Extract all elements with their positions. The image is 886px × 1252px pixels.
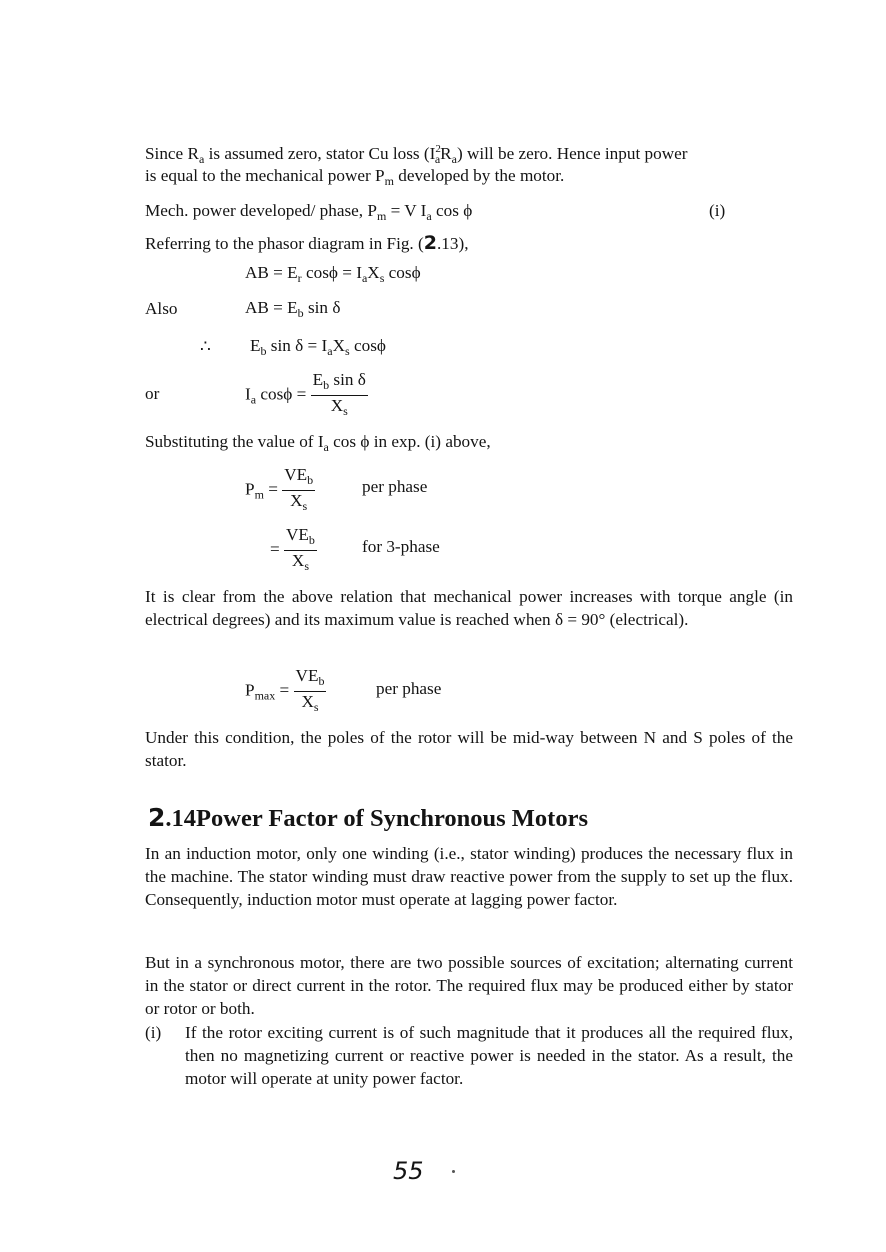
section-heading — [148, 803, 588, 833]
subscript: b — [260, 344, 267, 358]
note-per-phase: per phase — [362, 477, 428, 496]
subscript: a — [451, 152, 457, 166]
stray-mark — [452, 1170, 455, 1173]
substituting-line — [145, 431, 491, 458]
para-synchronous-motor: But in a synchronous motor, there are two possible sources of excitation; alternating current in the stator or direct current in the rotor. The required flux may be produced either by stator or rotor or both. — [145, 953, 793, 1018]
denominator: $X_s$ — [330, 396, 348, 418]
text: .13), — [437, 234, 469, 253]
fraction — [311, 370, 368, 421]
superscript: 2 — [435, 143, 441, 155]
mech-power-equation — [145, 200, 472, 227]
para-induction-motor: In an induction motor, only one winding (i.e., stator winding) produces the necessary flux in the machine. The stator winding must draw reactive power from the supply to set up the flux. Consequently, induction motor must operate at lagging power factor. — [145, 844, 793, 909]
text: cosϕ = I — [301, 263, 362, 282]
text: cosϕ — [349, 336, 386, 355]
text: is assumed zero, stator Cu loss (I — [204, 144, 436, 163]
fraction — [294, 666, 327, 717]
equation-ia-cosphi — [245, 370, 368, 421]
text: E — [250, 336, 261, 355]
text: P — [245, 479, 255, 499]
equation-ab-2 — [245, 298, 340, 321]
label-or: or — [145, 384, 160, 403]
list-item-label: (i) — [145, 1023, 162, 1042]
phasor-reference — [145, 232, 469, 255]
subscript: m — [254, 487, 264, 502]
text: Mech. power developed/ phase, P — [145, 201, 377, 220]
subscript: m — [376, 209, 387, 223]
text: Since R — [145, 144, 199, 163]
text: cosϕ — [384, 263, 421, 282]
subscript: a — [361, 271, 368, 285]
subscript: r — [297, 271, 302, 285]
subscript: a — [434, 152, 441, 166]
text: sin δ = I — [266, 336, 328, 355]
chapter-number: 2 — [423, 232, 437, 254]
page-number: 55 — [393, 1157, 424, 1185]
denominator: $X_s$ — [291, 551, 309, 573]
text: cos ϕ in exp. (i) above, — [328, 432, 491, 451]
section-number: .14 — [165, 805, 197, 832]
note-per-phase-max: per phase — [376, 679, 442, 698]
subscript: a — [323, 440, 329, 454]
para-torque-angle: It is clear from the above relation that mechanical power increases with torque angle (in electrical degrees) and its maximum value is reached when δ = 90° (electrical). — [145, 587, 793, 629]
text: is equal to the mechanical power P — [145, 166, 385, 185]
text: X — [367, 263, 380, 282]
text: Referring to the phasor diagram in Fig. ( — [145, 234, 424, 253]
subscript: a — [426, 209, 432, 223]
text: AB = E — [245, 298, 298, 317]
section-title: Power Factor of Synchronous Motors — [196, 805, 588, 832]
subscript: a — [198, 152, 205, 166]
numerator: $VE_b$ — [282, 465, 315, 491]
text: X — [332, 336, 346, 355]
numerator: $VE_b$ — [284, 525, 317, 551]
text: = — [275, 680, 290, 700]
text: AB = E — [245, 263, 298, 282]
section-chapter-number: 2 — [148, 803, 166, 832]
subscript: m — [384, 174, 394, 188]
label-also: Also — [145, 299, 178, 318]
text: = V I — [386, 201, 427, 220]
fraction — [282, 465, 315, 516]
text: = — [263, 479, 278, 499]
equation-therefore — [250, 336, 386, 359]
equation-ab-1 — [245, 263, 421, 286]
equation-pmax — [245, 666, 326, 717]
equation-3phase — [270, 525, 317, 576]
denominator: $X_s$ — [290, 491, 308, 513]
text: developed by the motor. — [393, 166, 565, 185]
text: cosϕ = — [256, 384, 307, 404]
text: Substituting the value of I — [145, 432, 324, 451]
text: cos ϕ — [431, 201, 473, 220]
text: = — [270, 539, 280, 559]
para-input-power-line2 — [145, 165, 564, 192]
denominator: $X_s$ — [301, 692, 319, 714]
numerator: $VE_b$ — [294, 666, 327, 692]
therefore-symbol: ∴ — [200, 337, 211, 356]
fraction — [284, 525, 317, 576]
text: P — [245, 680, 255, 700]
text: I — [245, 384, 251, 404]
note-3-phase: for 3-phase — [362, 537, 440, 556]
subscript: max — [254, 688, 276, 703]
text: sin δ — [303, 298, 341, 317]
subscript: a — [250, 392, 257, 407]
equation-pm — [245, 465, 315, 516]
para-rotor-poles: Under this condition, the poles of the rotor will be mid-way between N and S poles of the stator. — [145, 728, 793, 770]
list-item: If the rotor exciting current is of such magnitude that it produces all the required flux, then no magnetizing current or reactive power is needed in the stator. As a result, the motor will operate at unity power factor. — [185, 1023, 793, 1088]
subscript: a — [327, 344, 333, 358]
subscript: s — [345, 344, 350, 358]
equation-number: (i) — [709, 201, 726, 220]
text: R — [440, 144, 452, 163]
numerator: $E_b$ sin δ — [311, 370, 368, 396]
subscript: b — [297, 306, 304, 320]
subscript: s — [379, 271, 385, 285]
text: ) will be zero. Hence input power — [456, 144, 688, 163]
